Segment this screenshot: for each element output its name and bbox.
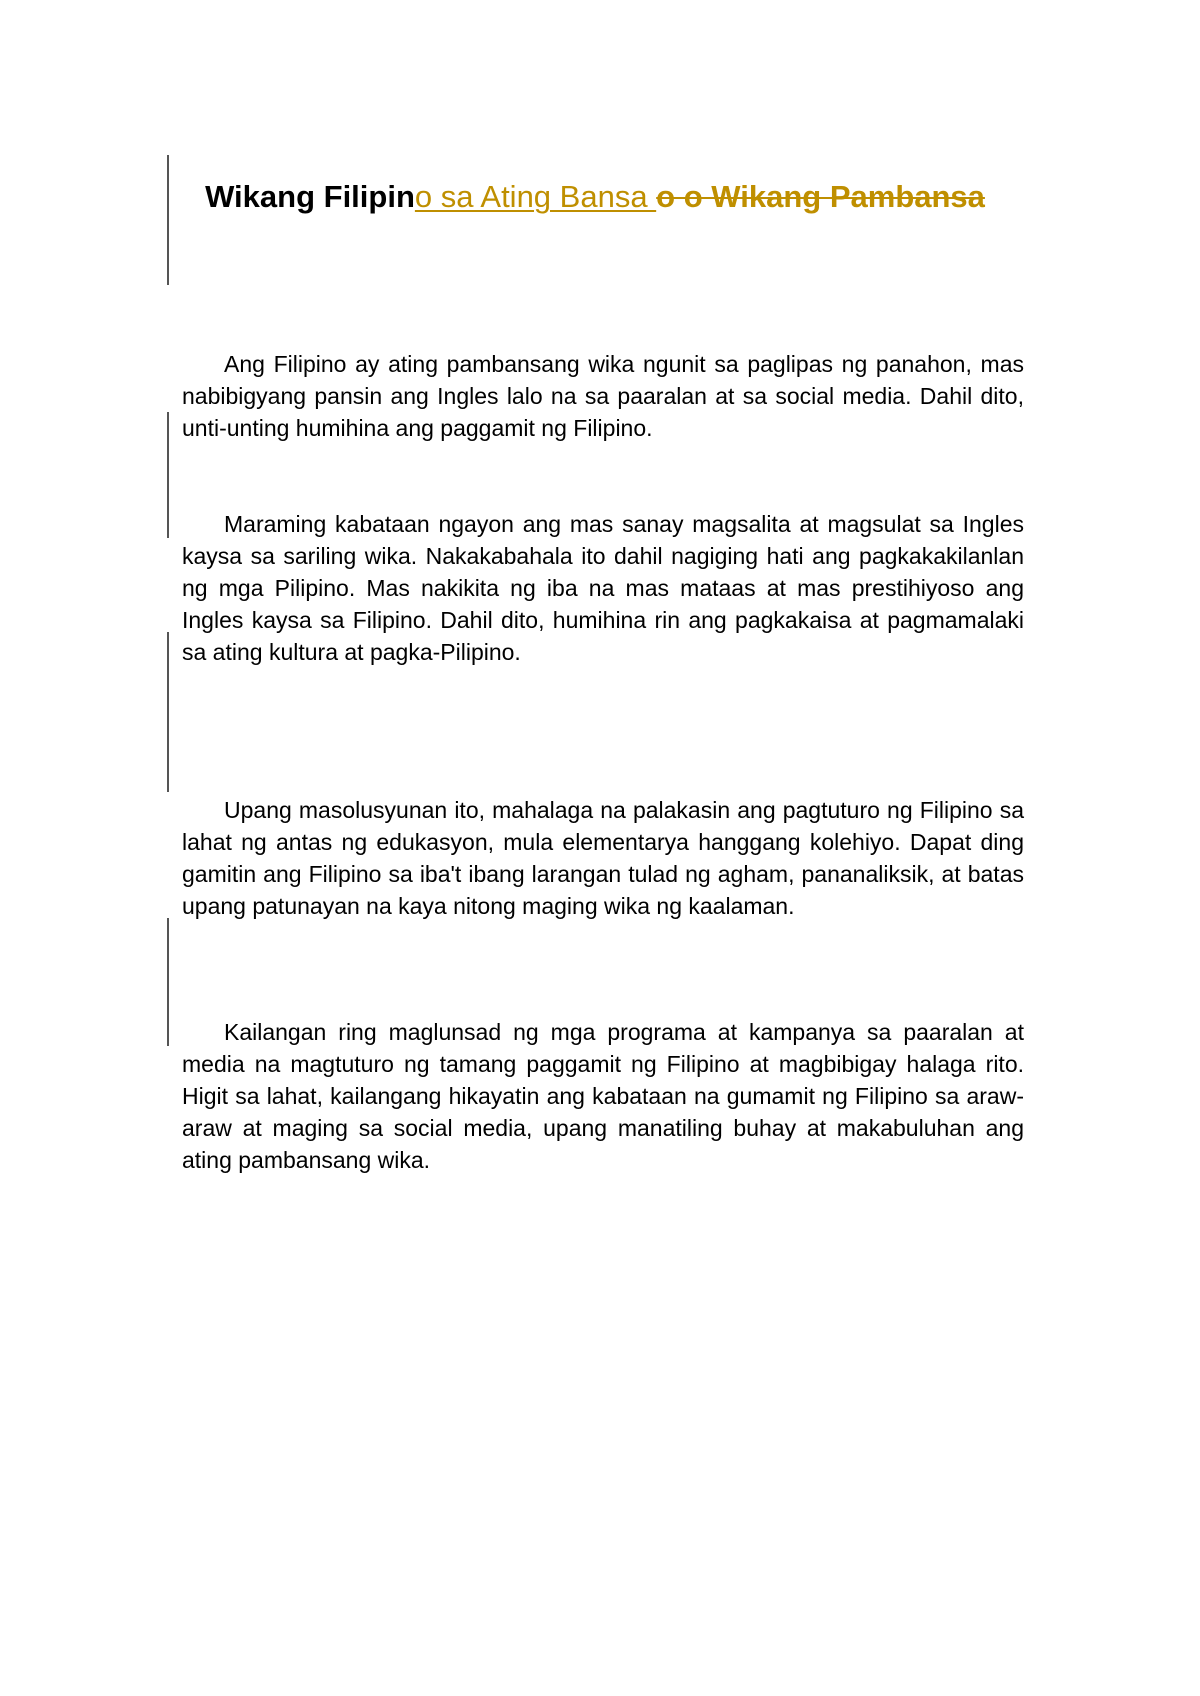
change-bar-para-3	[167, 918, 169, 1046]
paragraph-2: Maraming kabataan ngayon ang mas sanay magsalita at magsulat sa Ingles kaysa sa sariling wika. Nakakabahala ito dahil nagiging hati ang pagkakakilanlan ng mga Pilipino. Mas nakikita ng iba na mas mataas at mas prestihiyoso ang Ingles kaysa sa Filipino. Dahil dito, humihina rin ang pagkakaisa at pagmamalaki sa ating kultura at pagka-Pilipino.	[182, 511, 1024, 665]
change-bar-para-2	[167, 632, 169, 792]
paragraph-4: Kailangan ring maglunsad ng mga programa at kampanya sa paaralan at media na magtuturo ng tamang paggamit ng Filipino at magbibigay halaga rito. Higit sa lahat, kailangang hikayatin ang kabataan na gumamit ng Filipino sa araw-araw at maging sa social media, upang manatiling buhay at makabuluhan ang ating pambansang wika.	[182, 1019, 1024, 1173]
title-original-text: Wikang Filipin	[205, 179, 415, 214]
title-inserted-text: o sa Ating Bansa	[414, 179, 657, 214]
change-bar-para-1	[167, 412, 169, 538]
title-deleted-text: o o Wikang Pambansa	[656, 179, 985, 214]
change-bar-title	[167, 155, 169, 285]
paragraph-3: Upang masolusyunan ito, mahalaga na palakasin ang pagtuturo ng Filipino sa lahat ng antas ng edukasyon, mula elementarya hanggang kolehiyo. Dapat ding gamitin ang Filipino sa iba't ibang larangan tulad ng agham, pananaliksik, at batas upang patunayan na kaya nitong maging wika ng kaalaman.	[182, 797, 1024, 919]
document-title	[170, 163, 1020, 230]
paragraph-1: Ang Filipino ay ating pambansang wika ngunit sa paglipas ng panahon, mas nabibigyang pansin ang Ingles lalo na sa paaralan at sa social media. Dahil dito, unti-unting humihina ang paggamit ng Filipino.	[182, 351, 1024, 441]
